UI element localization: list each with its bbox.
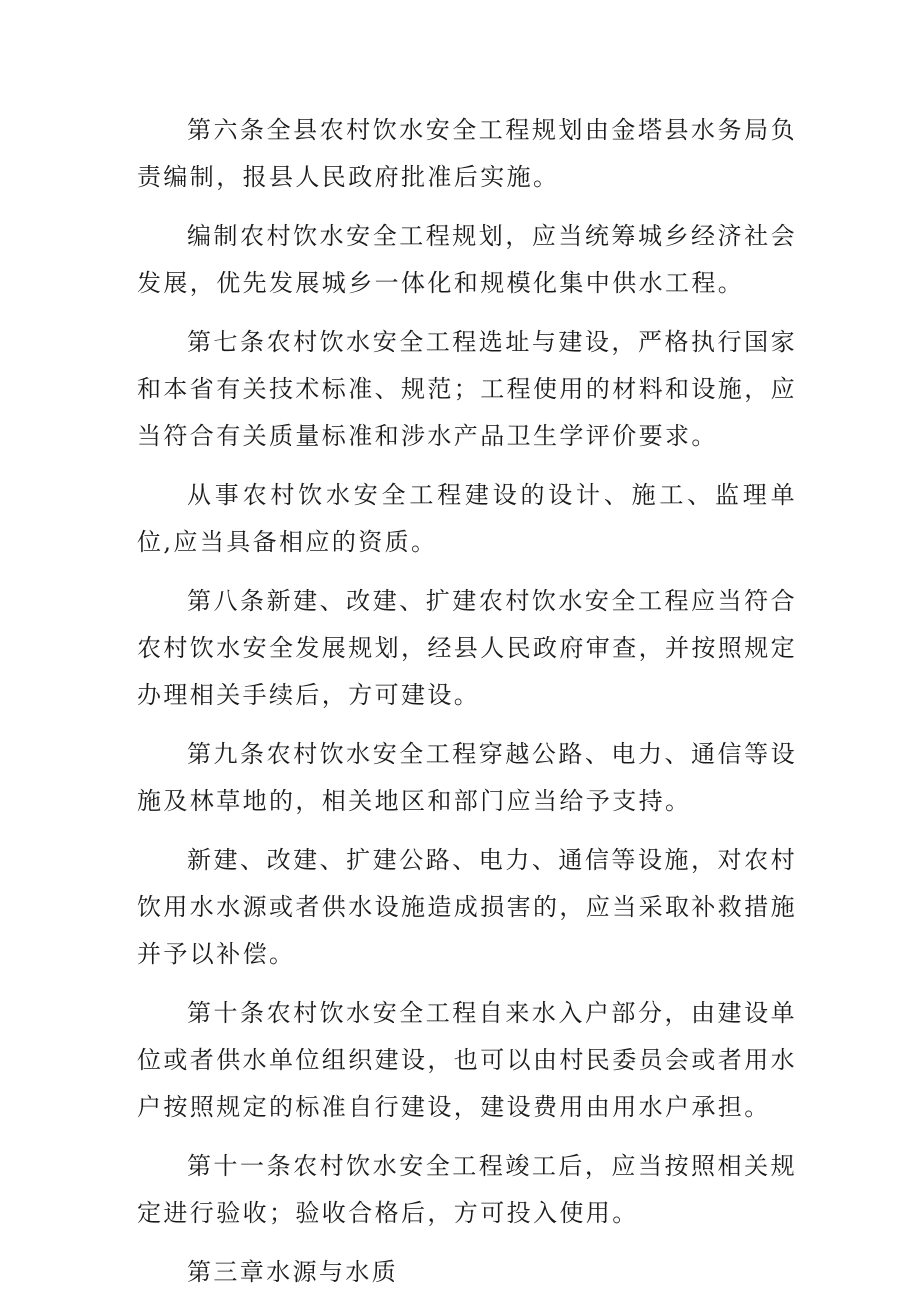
chapter-3-heading: 第三章水源与水质 [187,1258,399,1286]
article-9-paragraph: 第九条农村饮水安全工程穿越公路、电力、通信等设施及林草地的，相关地区和部门应当给予支持。 [137,740,797,815]
document-body [137,107,797,1308]
article-8-paragraph: 第八条新建、改建、扩建农村饮水安全工程应当符合农村饮水安全发展规划，经县人民政府审查，并按照规定办理相关手续后，方可建设。 [137,587,797,709]
planning-paragraph: 编制农村饮水安全工程规划，应当统筹城乡经济社会发展，优先发展城乡一体化和规模化集中供水工程。 [137,222,797,297]
article-7-paragraph: 第七条农村饮水安全工程选址与建设，严格执行国家和本省有关技术标准、规范；工程使用的材料和设施，应当符合有关质量标准和涉水产品卫生学评价要求。 [137,328,797,450]
article-10-paragraph: 第十条农村饮水安全工程自来水入户部分，由建设单位或者供水单位组织建设，也可以由村民委员会或者用水户按照规定的标准自行建设，建设费用由用水户承担。 [137,999,797,1121]
qualification-paragraph: 从事农村饮水安全工程建设的设计、施工、监理单位,应当具备相应的资质。 [137,481,797,556]
compensation-paragraph: 新建、改建、扩建公路、电力、通信等设施，对农村饮用水水源或者供水设施造成损害的，应当采取补救措施并予以补偿。 [137,846,797,968]
article-6-paragraph: 第六条全县农村饮水安全工程规划由金塔县水务局负责编制，报县人民政府批准后实施。 [137,116,797,191]
article-11-paragraph: 第十一条农村饮水安全工程竣工后，应当按照相关规定进行验收；验收合格后，方可投入使用。 [137,1152,797,1227]
